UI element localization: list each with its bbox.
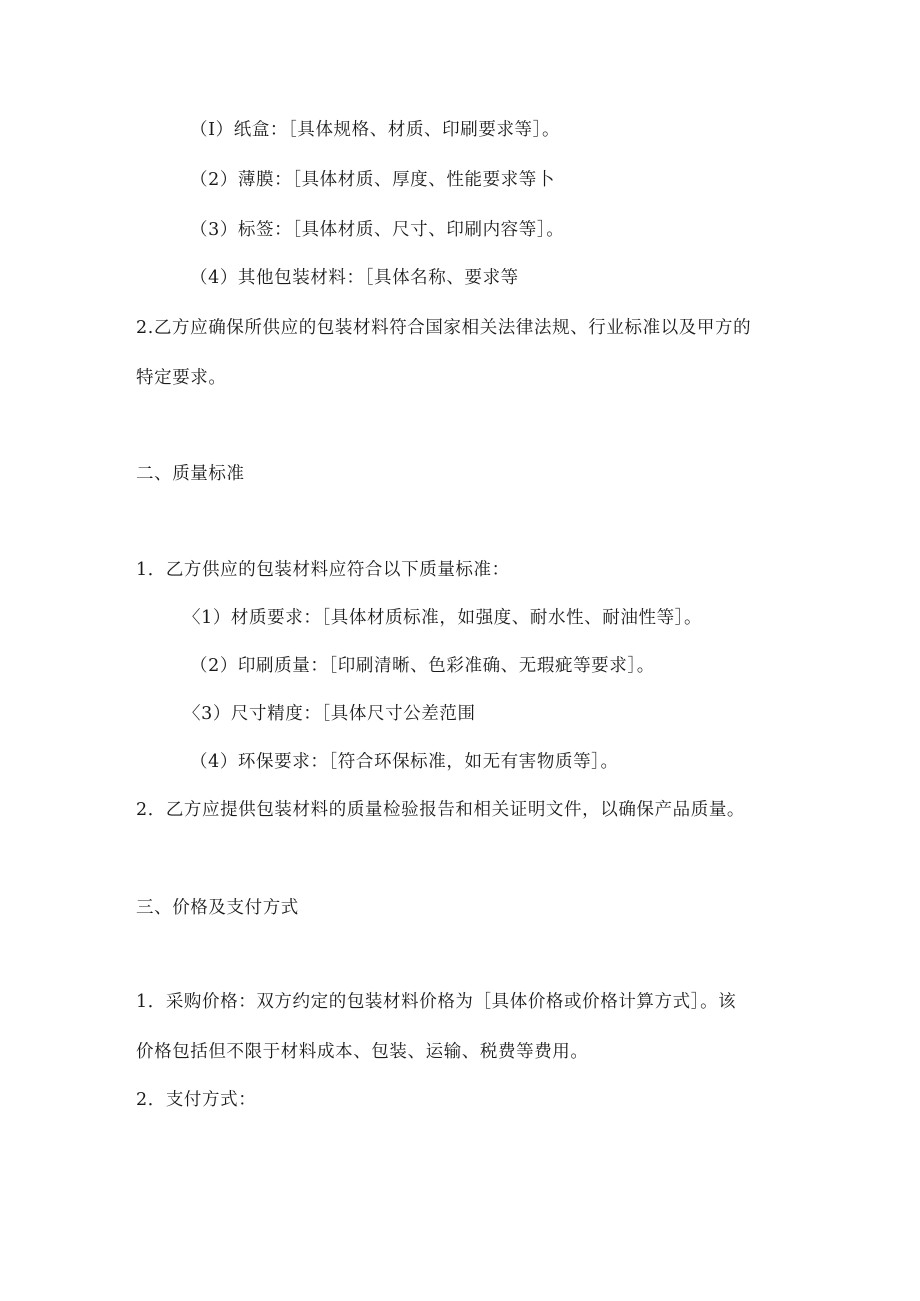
- compliance-paragraph-line2: 特定要求。: [136, 368, 227, 388]
- compliance-paragraph-line1: 2.乙方应确保所供应的包装材料符合国家相关法律法规、行业标准以及甲方的: [136, 318, 752, 338]
- price-point-1-line1: 1．采购价格：双方约定的包装材料价格为［具体价格或价格计算方式］。该: [136, 992, 737, 1012]
- price-point-1-line2: 价格包括但不限于材料成本、包装、运输、税费等费用。: [136, 1042, 589, 1062]
- quality-item-dimension: 〈3）尺寸精度：［具体尺寸公差范围: [183, 704, 476, 724]
- packaging-item-other: （4）其他包装材料：［具体名称、要求等: [190, 268, 519, 288]
- payment-method-heading: 2．支付方式：: [136, 1090, 257, 1110]
- quality-point-1: 1．乙方供应的包装材料应符合以下质量标准：: [136, 560, 510, 580]
- quality-item-material: 〈1）材质要求：［具体材质标准，如强度、耐水性、耐油性等］。: [183, 608, 703, 628]
- quality-point-2: 2．乙方应提供包装材料的质量检验报告和相关证明文件，以确保产品质量。: [136, 800, 746, 820]
- packaging-item-carton: （I）纸盒：［具体规格、材质、印刷要求等］。: [190, 120, 561, 140]
- section-heading-quality: 二、质量标准: [136, 464, 245, 484]
- quality-item-environmental: （4）环保要求：［符合环保标准，如无有害物质等］。: [190, 752, 619, 772]
- packaging-item-label: （3）标签：［具体材质、尺寸、印刷内容等］。: [190, 220, 565, 240]
- quality-item-printing: （2）印刷质量：［印刷清晰、色彩准确、无瑕疵等要求］。: [190, 656, 655, 676]
- section-heading-price: 三、价格及支付方式: [136, 898, 299, 918]
- packaging-item-film: （2）薄膜：［具体材质、厚度、性能要求等卜: [190, 170, 555, 190]
